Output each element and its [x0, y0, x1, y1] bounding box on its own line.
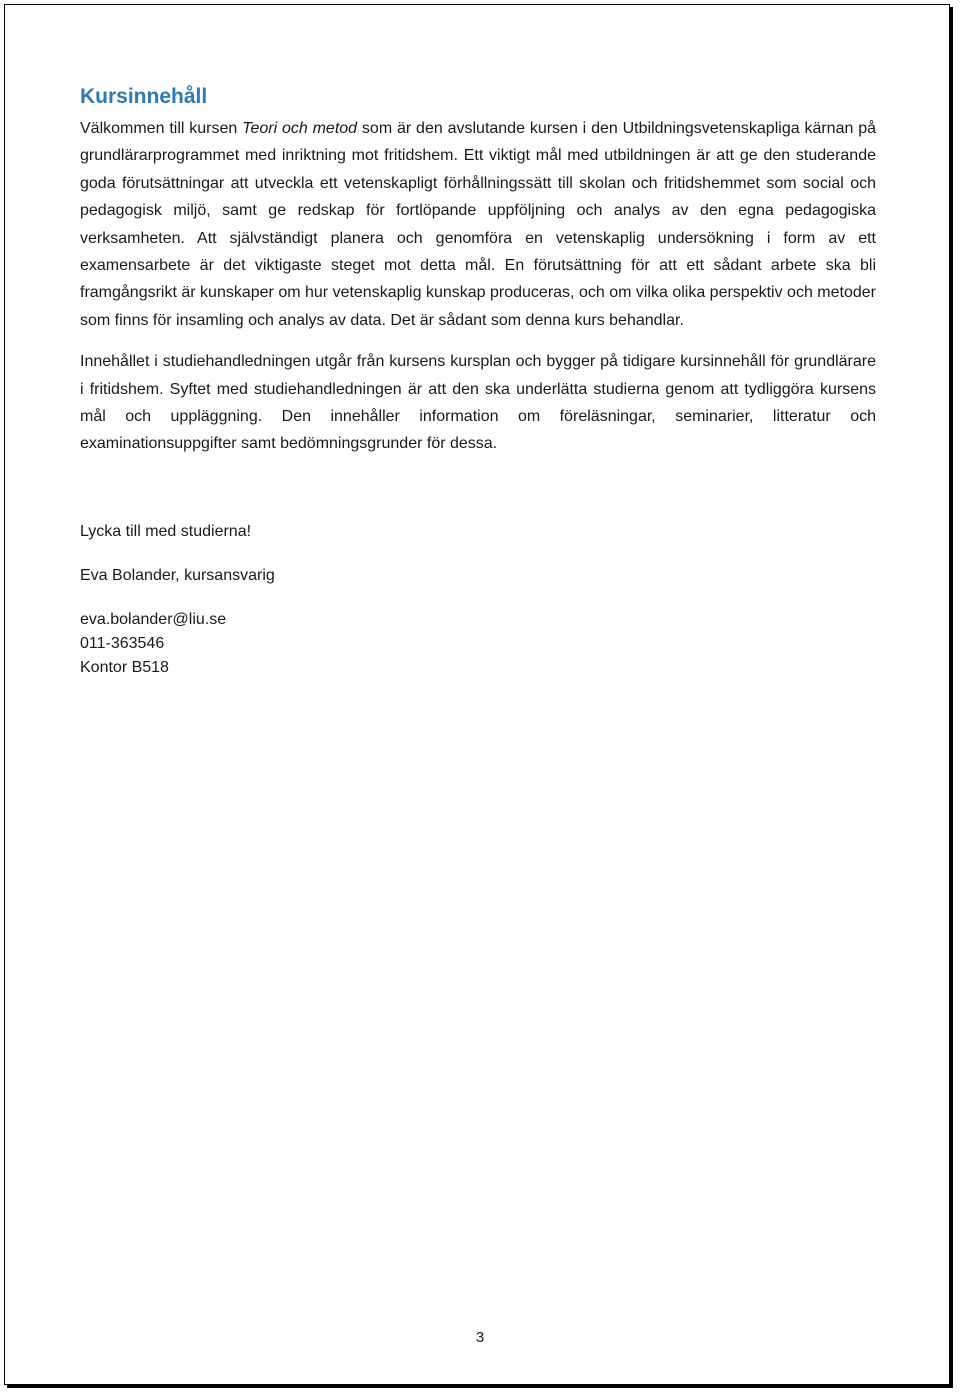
- contact-office: Kontor B518: [80, 658, 169, 676]
- contact-email: eva.bolander@liu.se: [80, 610, 227, 628]
- guide-paragraph: Innehållet i studiehandledningen utgår från kursens kursplan och bygger på tidigare kursinnehåll för grundlärare i fritidshem. Syftet med studiehandledningen är att den ska underlätta studierna genom att tydliggöra kursens mål och uppläggning. Den innehåller information om föreläsningar, seminarier, litteratur och examinationsuppgifter samt bedömningsgrunder för dessa.: [80, 353, 876, 453]
- contact-phone: 011-363546: [80, 634, 165, 652]
- contact-block: [80, 608, 876, 680]
- page-number: 3: [475, 1329, 485, 1346]
- signature-line: Eva Bolander, kursansvarig: [80, 566, 275, 584]
- course-title: Teori och metod: [242, 120, 358, 137]
- section-heading: Kursinnehåll: [80, 85, 208, 108]
- intro-text-start: Välkommen till kursen: [80, 120, 243, 137]
- document-body: [80, 82, 876, 680]
- greeting-line: Lycka till med studierna!: [80, 522, 252, 540]
- intro-paragraph: [80, 115, 876, 334]
- intro-text-rest: som är den avslutande kursen i den Utbildningsvetenskapliga kärnan på grundlärarprogrammet med inriktning mot fritidshem. Ett viktigt mål med utbildningen är att ge den studerande goda förutsättningar att utveckla ett vetenskapligt förhållningssätt till skolan och fritidshemmet som social och pedagogisk miljö, samt ge redskap för fortlöpande uppföljning och analys av den egna pedagogiska verksamheten. Att självständigt planera och genomföra en vetenskaplig undersökning i form av ett examensarbete är det viktigaste steget mot detta mål. En förutsättning för att ett sådant arbete ska bli framgångsrikt är kunskaper om hur vetenskaplig kunskap produceras, och om vilka olika perspektiv och metoder som finns för insamling och analys av data. Det är sådant som denna kurs behandlar.: [80, 120, 877, 329]
